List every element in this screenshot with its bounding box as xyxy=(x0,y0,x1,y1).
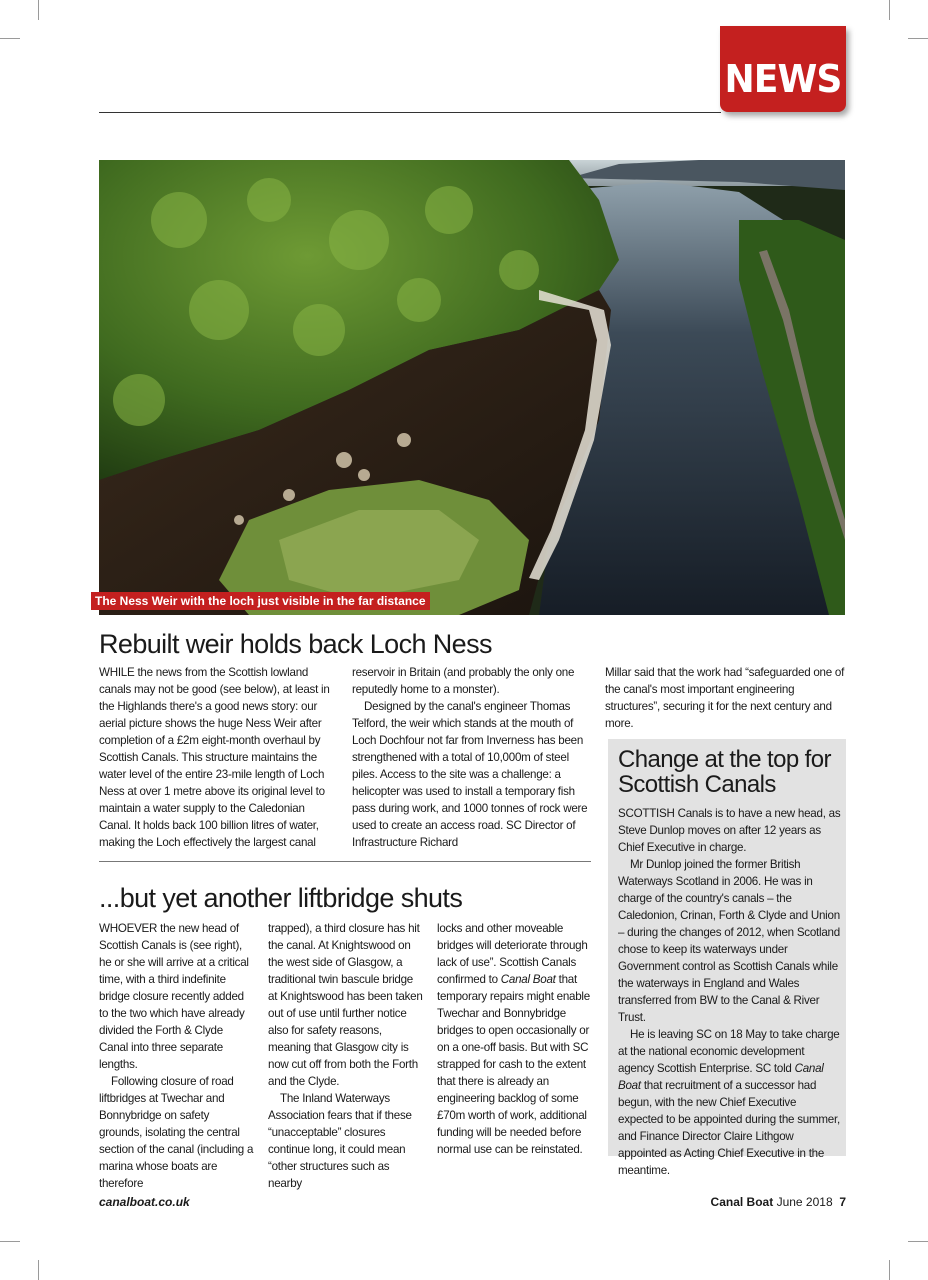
footer-issue: June 2018 xyxy=(776,1195,833,1209)
paragraph: The Inland Waterways Association fears that if these “unacceptable” closures continue long, it could mean “other structures such as nearby xyxy=(268,1092,412,1190)
sidebar-box xyxy=(608,739,846,1177)
weir-illustration xyxy=(99,160,845,615)
news-tab-label: NEWS xyxy=(724,57,842,101)
sidebar-headline: Change at the top for Scottish Canals xyxy=(618,746,831,798)
story-column xyxy=(605,664,845,732)
text-run: He is leaving SC on 18 May to take charge at the national economic development agency Scottish Enterprise. SC told xyxy=(618,1028,840,1075)
paragraph: Mr Dunlop joined the former British Waterways Scotland in 2006. He was in charge of the country's canals – the Caledonion, Crinan, Forth & Clyde and Union – during the changes of 2012, when Scotland chose to keep its waterways under Government control as Scottish Canals while the waterways in England and Wales transferred from BW to the Canal & River Trust. xyxy=(618,858,840,1024)
paragraph: WHILE the news from the Scottish lowland canals may not be good (see below), at least in the Highlands there's a good news story: our aerial picture shows the huge Ness Weir after completion of a £2m eight-month overhaul by Scottish Canals. This structure maintains the water level of the entire 23-mile length of Loch Ness at over 1 metre above its original level to maintain a water supply to the Caledonian Canal. It holds back 100 billion litres of water, making the Loch effectively the largest canal xyxy=(99,666,330,849)
footer-website[interactable]: canalboat.co.uk xyxy=(99,1195,190,1209)
news-section-tab xyxy=(720,26,846,112)
paragraph: reservoir in Britain (and probably the only one reputedly home to a monster). xyxy=(352,666,575,696)
magazine-name: Canal Boat xyxy=(618,1062,824,1092)
crop-mark xyxy=(889,0,890,20)
section-divider xyxy=(99,861,591,862)
header-rule xyxy=(99,112,721,113)
paragraph: SCOTTISH Canals is to have a new head, as Steve Dunlop moves on after 12 years as Chief Executive in charge. xyxy=(618,807,841,854)
story-headline: ...but yet another liftbridge shuts xyxy=(99,883,463,913)
story-column xyxy=(268,920,423,1192)
crop-mark xyxy=(908,1241,928,1242)
sidebar-body xyxy=(618,805,843,1179)
crop-mark xyxy=(0,38,20,39)
paragraph: trapped), a third closure has hit the canal. At Knightswood on the west side of Glasgow, a traditional twin bascule bridge at Knightswood has been taken out of use until further notice also for safety reasons, meaning that Glasgow city is now cut off from both the Forth and the Clyde. xyxy=(268,922,423,1088)
paragraph xyxy=(618,1026,843,1179)
text-run: locks and other moveable bridges will deteriorate through lack of use”. Scottish Canals confirmed to xyxy=(437,922,588,986)
page-number: 7 xyxy=(839,1195,846,1209)
photo-caption: The Ness Weir with the loch just visible in the far distance xyxy=(91,592,430,610)
aerial-photo-ness-weir xyxy=(99,160,845,615)
text-run: that recruitment of a successor had begun, with the new Chief Executive expected to be appointed during the summer, and Finance Director Claire Lithgow appointed as Acting Chief Executive in the meantime. xyxy=(618,1079,840,1177)
story-column xyxy=(437,920,592,1158)
paragraph: Designed by the canal's engineer Thomas Telford, the weir which stands at the mouth of Loch Dochfour not far from Inverness has been strengthened with a total of 10,000m of steel piles. Access to the site was a challenge: a helicopter was used to install a temporary fish pass during work, and 1000 tonnes of rock were used to create an access road. SC Director of Infrastructure Richard xyxy=(352,700,588,849)
story-column xyxy=(99,920,254,1192)
story-headline: Rebuilt weir holds back Loch Ness xyxy=(99,629,492,659)
crop-mark xyxy=(889,1260,890,1280)
crop-mark xyxy=(38,1260,39,1280)
text-run: that temporary repairs might enable Twechar and Bonnybridge bridges to open occasionally or on a one-off basis. But with SC strapped for cash to the extent that there is already an engineering backlog of some £70m worth of work, additional funding will be needed before normal use can be reinstated. xyxy=(437,973,590,1156)
footer-magazine: Canal Boat xyxy=(710,1195,774,1209)
paragraph: WHOEVER the new head of Scottish Canals is (see right), he or she will arrive at a critical time, with a third indefinite bridge closure recently added to the two which have already divided the Forth & Clyde Canal into three separate lengths. xyxy=(99,922,249,1071)
crop-mark xyxy=(38,0,39,20)
crop-mark xyxy=(0,1241,20,1242)
crop-mark xyxy=(908,38,928,39)
paragraph xyxy=(437,920,592,1158)
magazine-name: Canal Boat xyxy=(500,973,556,986)
paragraph: Following closure of road liftbridges at Twechar and Bonnybridge on safety grounds, isolating the central section of the canal (including a marina whose boats are therefore xyxy=(99,1075,254,1190)
story-column xyxy=(99,664,339,851)
footer-folio xyxy=(711,1194,846,1210)
paragraph: Millar said that the work had “safeguarded one of the canal's most important engineering structures”, securing it for the next century and more. xyxy=(605,666,845,730)
story-column xyxy=(352,664,592,851)
